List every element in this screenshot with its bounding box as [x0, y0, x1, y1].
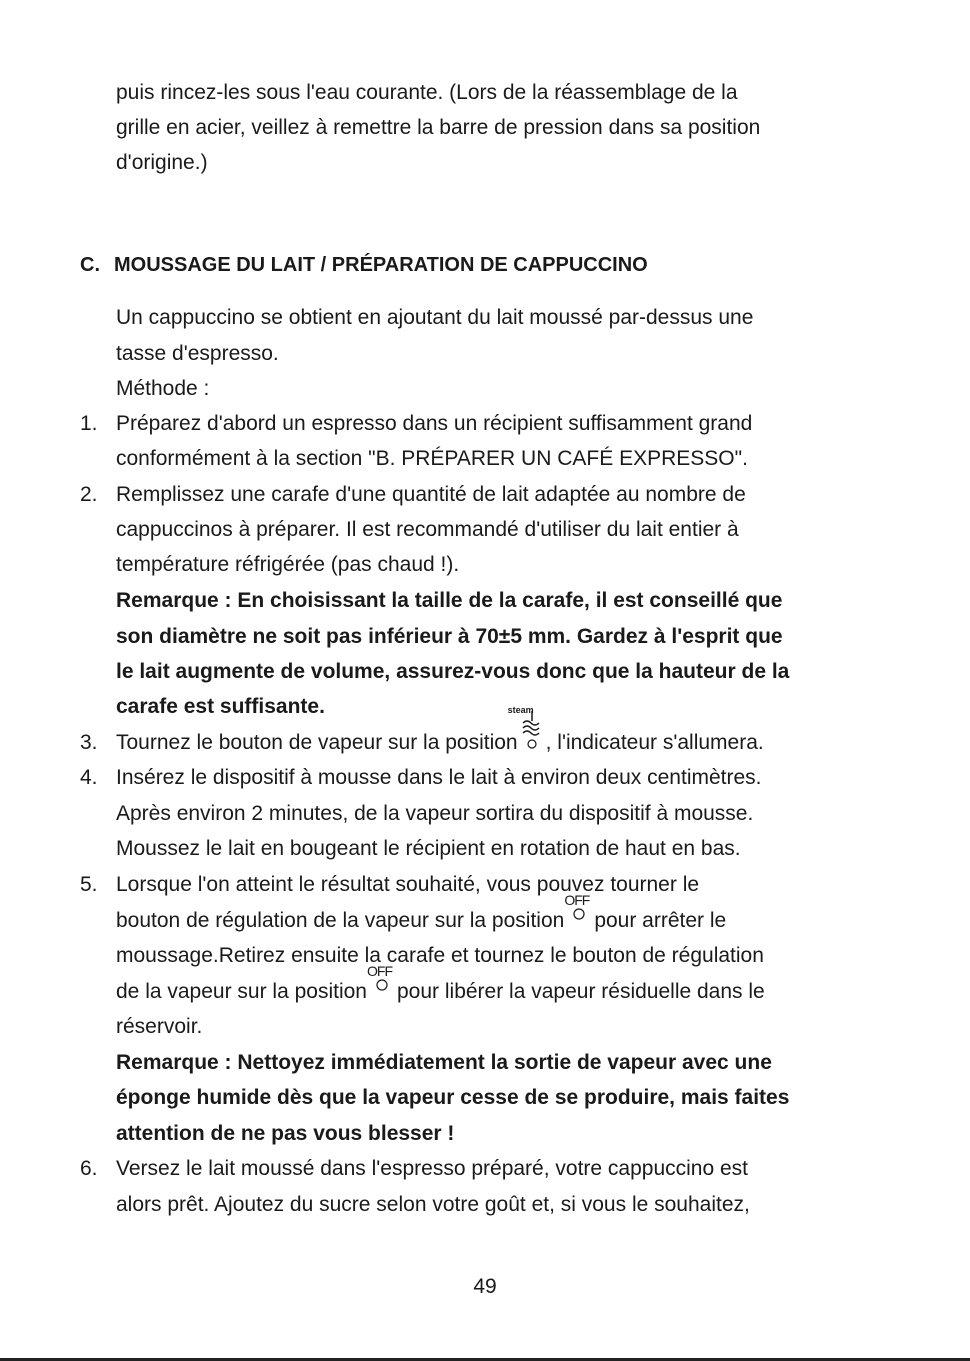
- step-2-line-2: cappuccinos à préparer. Il est recommandé d'utiliser du lait entier à: [116, 518, 739, 541]
- step-4-line-3: Moussez le lait en bougeant le récipient en rotation de haut en bas.: [116, 837, 741, 860]
- step-3-number: 3.: [80, 731, 98, 754]
- step-6-number: 6.: [80, 1157, 98, 1180]
- off-caption: OFF: [564, 892, 590, 908]
- step-6-line-1: Versez le lait moussé dans l'espresso préparé, votre cappuccino est: [116, 1157, 749, 1180]
- step-5-text-2a: bouton de régulation de la vapeur sur la position: [116, 909, 565, 932]
- intro-line-1: puis rincez-les sous l'eau courante. (Lors de la réassemblage de la: [116, 81, 738, 104]
- off-caption: OFF: [367, 963, 392, 979]
- off-icon: [367, 963, 397, 998]
- step-5-note-line-1: Remarque : Nettoyez immédiatement la sortie de vapeur avec une: [116, 1051, 772, 1074]
- step-4-line-1: Insérez le dispositif à mousse dans le lait à environ deux centimètres.: [116, 766, 762, 789]
- off-icon: [564, 892, 594, 927]
- step-5-text-4b: pour libérer la vapeur résiduelle dans le: [397, 980, 765, 1003]
- step-6-line-2: alors prêt. Ajoutez du sucre selon votre goût et, si vous le souhaitez,: [116, 1193, 750, 1216]
- body-paragraph-line-1: Un cappuccino se obtient en ajoutant du lait moussé par-dessus une: [116, 306, 754, 329]
- step-1-number: 1.: [80, 412, 98, 435]
- steam-icon: [507, 705, 546, 749]
- step-5-number: 5.: [80, 873, 98, 896]
- step-2-note-line-2: son diamètre ne soit pas inférieur à 70±5 mm. Gardez à l'esprit que: [116, 625, 783, 648]
- body-paragraph-line-2: tasse d'espresso.: [116, 342, 279, 365]
- step-5-line-2: [116, 892, 727, 938]
- step-5-line-1: Lorsque l'on atteint le résultat souhaité, vous pouvez tourner le: [116, 873, 700, 896]
- step-5-line-3: moussage.Retirez ensuite la carafe et tournez le bouton de régulation: [116, 944, 764, 967]
- step-5-note-line-3: attention de ne pas vous blesser !: [116, 1122, 455, 1145]
- step-3-text-a: Tournez le bouton de vapeur sur la position: [116, 731, 518, 754]
- intro-line-3: d'origine.): [116, 151, 208, 174]
- step-1-line-1: Préparez d'abord un espresso dans un récipient suffisamment grand: [116, 412, 753, 435]
- step-1-line-2: conformément à la section "B. PRÉPARER UN CAFÉ EXPRESSO".: [116, 447, 748, 470]
- step-2-line-3: température réfrigérée (pas chaud !).: [116, 553, 460, 576]
- step-2-number: 2.: [80, 483, 98, 506]
- step-3-text-b: , l'indicateur s'allumera.: [545, 731, 764, 754]
- step-2-note-line-3: le lait augmente de volume, assurez-vous donc que la hauteur de la: [116, 660, 790, 683]
- step-5-text-2b: pour arrêter le: [594, 909, 727, 932]
- intro-line-2: grille en acier, veillez à remettre la barre de pression dans sa position: [116, 116, 761, 139]
- steam-caption: steam: [507, 705, 534, 715]
- step-5-note-line-2: éponge humide dès que la vapeur cesse de se produire, mais faites: [116, 1086, 790, 1109]
- step-5-text-4a: de la vapeur sur la position: [116, 980, 367, 1003]
- page-number: 49: [473, 1275, 497, 1298]
- section-letter: C.: [80, 254, 100, 276]
- section-heading: [80, 248, 648, 283]
- step-5-line-5: réservoir.: [116, 1015, 203, 1038]
- step-2-line-1: Remplissez une carafe d'une quantité de lait adaptée au nombre de: [116, 483, 746, 506]
- step-5-line-4: [116, 963, 765, 1009]
- method-label: Méthode :: [116, 377, 210, 400]
- step-2-note-line-4: carafe est suffisante.: [116, 695, 325, 718]
- step-4-line-2: Après environ 2 minutes, de la vapeur sortira du dispositif à mousse.: [116, 802, 754, 825]
- section-title: MOUSSAGE DU LAIT / PRÉPARATION DE CAPPUCCINO: [114, 254, 648, 276]
- step-4-number: 4.: [80, 766, 98, 789]
- step-2-note-line-1: Remarque : En choisissant la taille de la carafe, il est conseillé que: [116, 589, 783, 612]
